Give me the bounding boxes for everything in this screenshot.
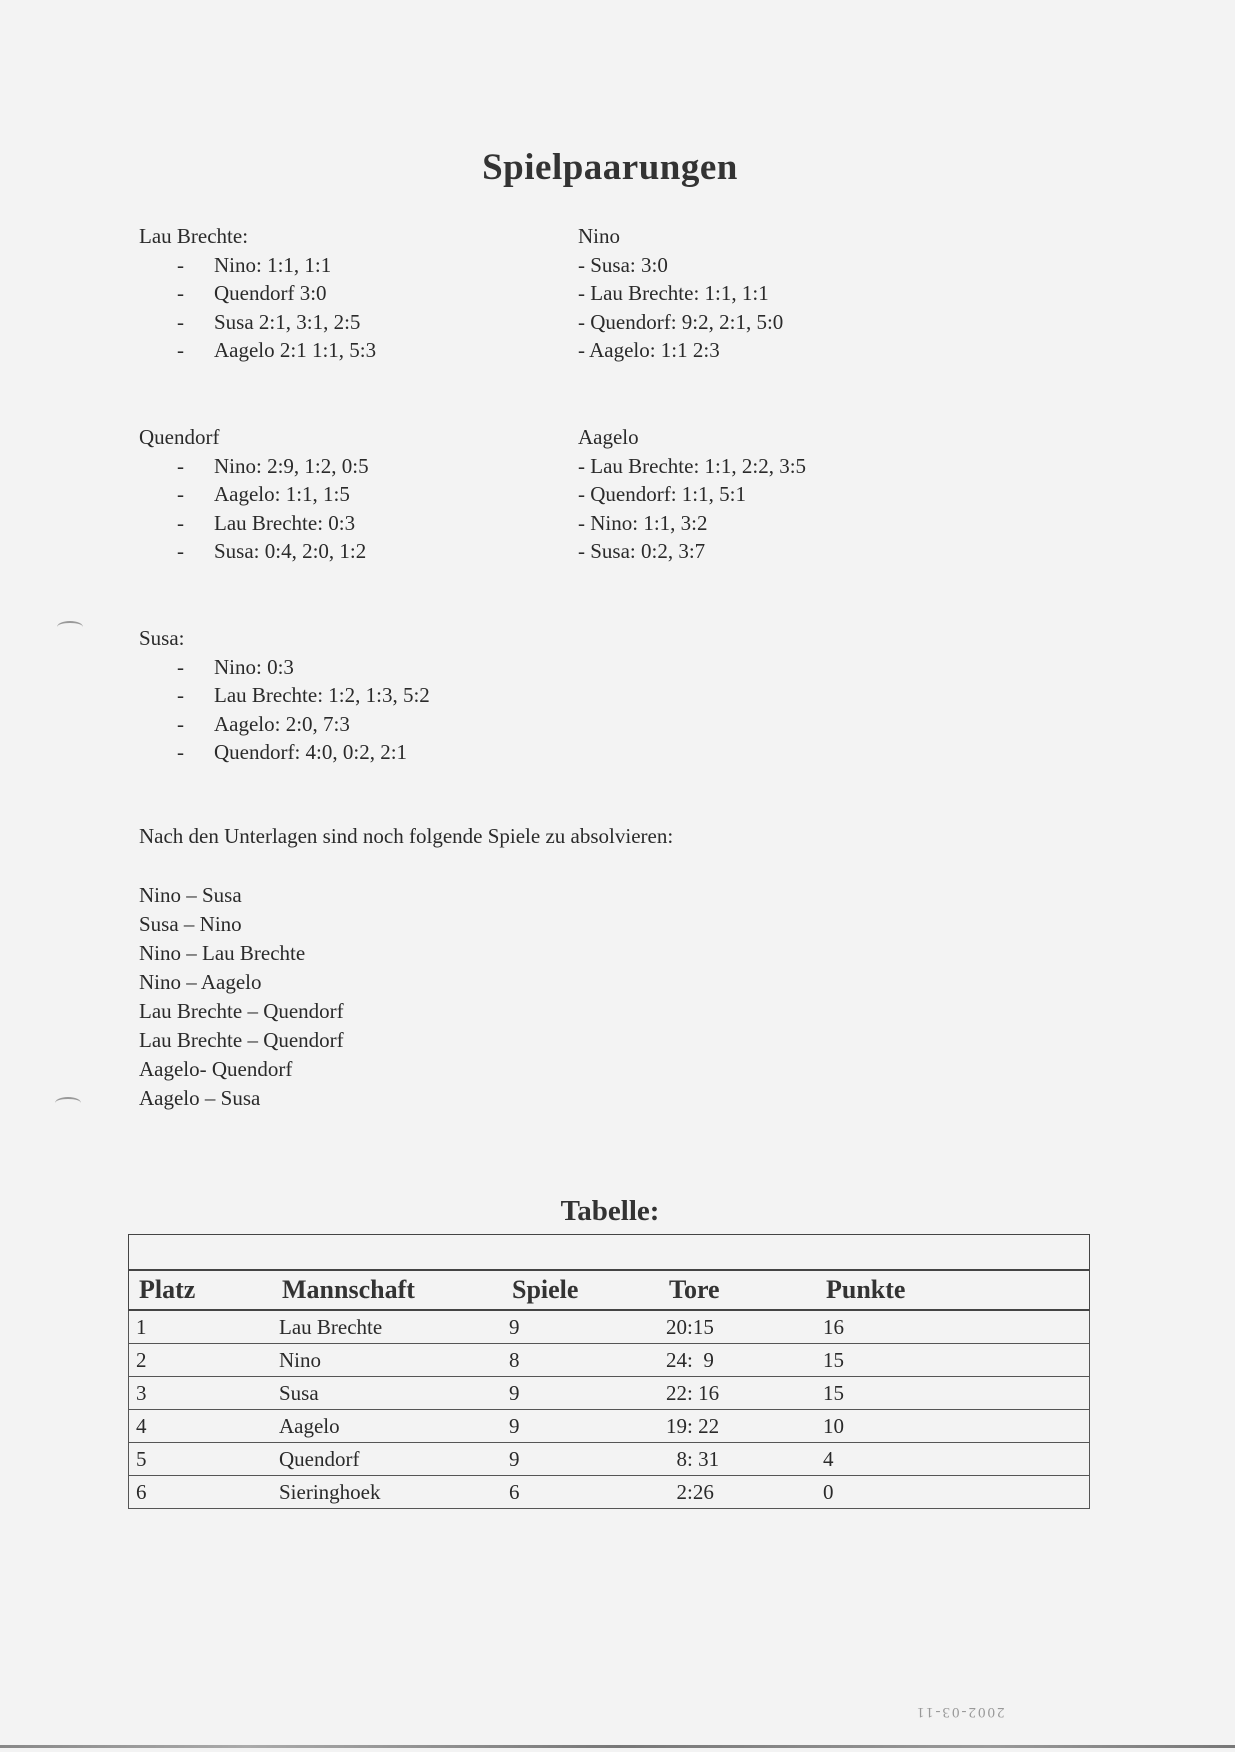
table-header-row: [129, 1270, 1090, 1310]
cell-punkte: 15: [816, 1377, 1090, 1410]
dash-bullet: -: [177, 740, 184, 765]
table-row: [129, 1443, 1090, 1476]
dash-bullet: -: [177, 453, 184, 478]
table-row: [129, 1410, 1090, 1443]
cell-platz: 3: [129, 1377, 273, 1410]
dash-bullet: -: [177, 252, 184, 277]
section-heading: Aagelo: [578, 425, 639, 449]
list-item: - Aagelo: 2:0, 7:3: [139, 710, 430, 739]
cell-platz: 2: [129, 1344, 273, 1377]
table-caption-box: [128, 1234, 1090, 1269]
list-item: - Aagelo: 1:1, 1:5: [139, 480, 369, 509]
table-row: [129, 1344, 1090, 1377]
list-item: - Susa 2:1, 3:1, 2:5: [139, 308, 376, 337]
header-punkte: Punkte: [816, 1270, 1090, 1310]
list-item: - Susa: 0:2, 3:7: [578, 539, 706, 564]
standings-table: [128, 1269, 1090, 1509]
list-item: - Aagelo 2:1 1:1, 5:3: [139, 336, 376, 365]
list-item: Nino – Aagelo: [139, 970, 262, 994]
cell-team: Susa: [272, 1377, 502, 1410]
section-susa: [139, 624, 430, 767]
cell-spiele: 6: [502, 1476, 659, 1509]
cell-team: Nino: [272, 1344, 502, 1377]
remaining-games-list: [139, 881, 344, 1113]
list-item: - Quendorf: 9:2, 2:1, 5:0: [578, 309, 784, 334]
header-platz: Platz: [129, 1270, 273, 1310]
page-title: Spielpaarungen: [482, 147, 738, 188]
cell-platz: 6: [129, 1476, 273, 1509]
cell-punkte: 4: [816, 1443, 1090, 1476]
header-mannschaft: Mannschaft: [272, 1270, 502, 1310]
punch-hole-mark-icon: [55, 1097, 81, 1109]
dash-bullet: -: [177, 711, 184, 736]
section-heading: Lau Brechte:: [139, 224, 249, 248]
section-heading: Susa:: [139, 626, 185, 650]
section-aagelo: [578, 423, 806, 566]
dash-bullet: -: [177, 482, 184, 507]
dash-bullet: -: [177, 683, 184, 708]
section-quendorf: [139, 423, 369, 566]
list-item: Lau Brechte – Quendorf: [139, 1028, 344, 1052]
cell-platz: 5: [129, 1443, 273, 1476]
cell-punkte: 10: [816, 1410, 1090, 1443]
list-item: Susa – Nino: [139, 912, 242, 936]
list-item: Aagelo- Quendorf: [139, 1057, 293, 1081]
section-nino: [578, 222, 783, 365]
cell-tore: 8: 31: [659, 1443, 816, 1476]
cell-tore: 20:15: [659, 1310, 816, 1344]
cell-tore: 2:26: [659, 1476, 816, 1509]
table-row: [129, 1377, 1090, 1410]
remaining-games-note: Nach den Unterlagen sind noch folgende Spiele zu absolvieren:: [139, 824, 674, 848]
table-title: Tabelle:: [560, 1195, 660, 1227]
list-item: Nino – Lau Brechte: [139, 941, 306, 965]
date-stamp: 2002-03-11: [915, 1704, 1005, 1720]
dash-bullet: -: [177, 338, 184, 363]
table-row: [129, 1310, 1090, 1344]
list-item: - Lau Brechte: 0:3: [139, 509, 369, 538]
dash-bullet: -: [177, 510, 184, 535]
cell-spiele: 9: [502, 1443, 659, 1476]
header-spiele: Spiele: [502, 1270, 659, 1310]
cell-punkte: 16: [816, 1310, 1090, 1344]
cell-tore: 19: 22: [659, 1410, 816, 1443]
cell-team: Aagelo: [272, 1410, 502, 1443]
cell-punkte: 15: [816, 1344, 1090, 1377]
dash-bullet: -: [177, 281, 184, 306]
dash-bullet: -: [177, 654, 184, 679]
list-item: - Nino: 2:9, 1:2, 0:5: [139, 452, 369, 481]
header-tore: Tore: [659, 1270, 816, 1310]
list-item: Nino – Susa: [139, 883, 242, 907]
dash-bullet: -: [177, 309, 184, 334]
dash-bullet: -: [177, 539, 184, 564]
list-item: - Nino: 1:1, 1:1: [139, 251, 376, 280]
cell-spiele: 9: [502, 1310, 659, 1344]
list-item: - Lau Brechte: 1:1, 2:2, 3:5: [578, 453, 807, 478]
list-item: Lau Brechte – Quendorf: [139, 999, 344, 1023]
page-bottom-edge: [0, 1745, 1235, 1748]
list-item: - Quendorf: 4:0, 0:2, 2:1: [139, 738, 430, 767]
cell-spiele: 9: [502, 1410, 659, 1443]
list-item: - Nino: 1:1, 3:2: [578, 510, 708, 535]
section-heading: Quendorf: [139, 425, 220, 449]
cell-tore: 22: 16: [659, 1377, 816, 1410]
list-item: - Quendorf: 1:1, 5:1: [578, 482, 746, 507]
punch-hole-mark-icon: [57, 621, 83, 633]
list-item: - Lau Brechte: 1:2, 1:3, 5:2: [139, 681, 430, 710]
list-item: - Lau Brechte: 1:1, 1:1: [578, 281, 769, 306]
standings-table-container: [128, 1234, 1090, 1509]
list-item: - Quendorf 3:0: [139, 279, 376, 308]
list-item: - Nino: 0:3: [139, 653, 430, 682]
section-heading: Nino: [578, 224, 620, 248]
list-item: - Aagelo: 1:1 2:3: [578, 338, 720, 363]
list-item: - Susa: 3:0: [578, 252, 668, 277]
cell-platz: 1: [129, 1310, 273, 1344]
cell-team: Quendorf: [272, 1443, 502, 1476]
table-row: [129, 1476, 1090, 1509]
cell-punkte: 0: [816, 1476, 1090, 1509]
list-item: - Susa: 0:4, 2:0, 1:2: [139, 537, 369, 566]
cell-spiele: 8: [502, 1344, 659, 1377]
cell-tore: 24: 9: [659, 1344, 816, 1377]
cell-platz: 4: [129, 1410, 273, 1443]
cell-team: Lau Brechte: [272, 1310, 502, 1344]
section-lau-brechte: [139, 222, 376, 365]
cell-spiele: 9: [502, 1377, 659, 1410]
cell-team: Sieringhoek: [272, 1476, 502, 1509]
list-item: Aagelo – Susa: [139, 1086, 261, 1110]
